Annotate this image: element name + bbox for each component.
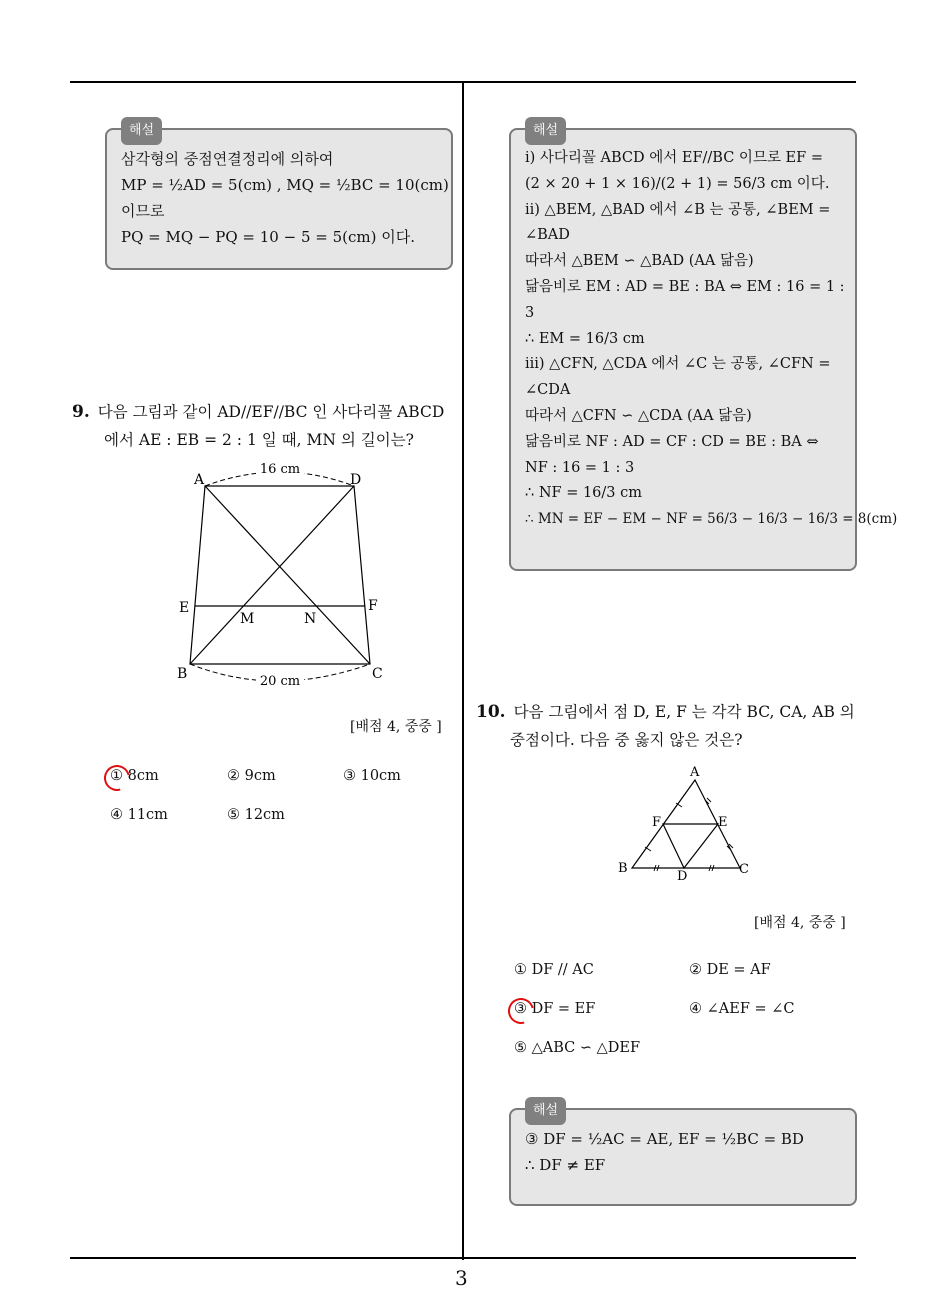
solution-line: ∠CDA: [525, 382, 571, 399]
point-label-d: D: [350, 472, 362, 488]
solution-box-9: [509, 123, 898, 571]
trapezoid-figure: [170, 458, 400, 690]
solution-line: 3: [525, 304, 535, 321]
diagonal-ac: [205, 486, 370, 664]
question-9: [72, 398, 457, 454]
page-number: 3: [455, 1266, 468, 1290]
question-number: 9.: [72, 402, 90, 422]
choice-10-4[interactable]: ④ ∠AEF = ∠C: [689, 1001, 795, 1017]
choice-10-5[interactable]: ⑤ △ABC ∽ △DEF: [514, 1040, 641, 1056]
question-number: 10.: [476, 702, 506, 722]
solution-tag: 해설: [525, 117, 566, 145]
choice-9-3[interactable]: ③ 10cm: [343, 768, 401, 784]
question-text: 중점이다. 다음 중 옳지 않은 것은?: [510, 731, 743, 749]
point-label-c: C: [739, 862, 749, 877]
point-label-n: N: [304, 611, 317, 627]
question-text: 다음 그림과 같이 AD//EF//BC 인 사다리꼴 ABCD: [97, 403, 445, 421]
solution-box-8: [105, 123, 453, 270]
choice-10-1[interactable]: ① DF // AC: [514, 962, 594, 978]
solution-line: 이므로: [121, 202, 165, 220]
point-label-a: A: [690, 765, 700, 780]
trapezoid-outline: [190, 486, 370, 664]
solution-tag: 해설: [525, 1097, 566, 1125]
solution-tag: 해설: [121, 117, 162, 145]
solution-line: ∴ NF = 16/3 cm: [525, 485, 642, 502]
question-text: 에서 AE : EB = 2 : 1 일 때, MN 의 길이는?: [104, 431, 414, 449]
points-label-9: [배점 4, 중중 ]: [350, 719, 442, 735]
point-label-f: F: [368, 598, 378, 614]
column-divider: [462, 82, 464, 1260]
solution-box-10: [509, 1103, 857, 1206]
point-label-c: C: [372, 666, 383, 682]
choice-10-2[interactable]: ② DE = AF: [689, 962, 771, 978]
solution-line: 삼각형의 중점연결정리에 의하여: [121, 150, 334, 168]
solution-line: ∴ MN = EF − EM − NF = 56/3 − 16/3 − 16/3 = 8(cm): [525, 511, 898, 528]
solution-line: ⅲ) △CFN, △CDA 에서 ∠C 는 공통, ∠CFN =: [525, 356, 831, 373]
top-length-label: 16 cm: [259, 462, 301, 477]
point-label-a: A: [194, 472, 205, 488]
question-text: 다음 그림에서 점 D, E, F 는 각각 BC, CA, AB 의: [513, 703, 855, 721]
point-label-m: M: [240, 611, 255, 627]
solution-line: 닮음비로 NF : AD = CF : CD = BE : BA ⇔: [525, 433, 819, 450]
solution-line: 닮음비로 EM : AD = BE : BA ⇔ EM : 16 = 1 :: [525, 278, 845, 295]
choice-9-4[interactable]: ④ 11cm: [110, 807, 168, 823]
points-label-10: [배점 4, 중중 ]: [754, 915, 846, 931]
choice-10-3[interactable]: ③ DF = EF: [514, 1001, 596, 1017]
solution-line: ⅰ) 사다리꼴 ABCD 에서 EF//BC 이므로 EF =: [525, 150, 823, 166]
point-label-b: B: [618, 861, 628, 876]
point-label-b: B: [177, 666, 188, 682]
triangle-def: [663, 824, 718, 868]
bottom-length-label: 20 cm: [259, 674, 301, 689]
solution-line: ③ DF = ½AC = AE, EF = ½BC = BD: [525, 1130, 804, 1148]
solution-line: PQ = MQ − PQ = 10 − 5 = 5(cm) 이다.: [121, 228, 415, 246]
point-label-f: F: [652, 815, 662, 830]
point-label-e: E: [718, 815, 728, 830]
solution-line: 따라서 △BEM ∽ △BAD (AA 닮음): [525, 253, 754, 270]
solution-line: NF : 16 = 1 : 3: [525, 459, 635, 476]
question-10: [476, 698, 861, 754]
choice-9-2[interactable]: ② 9cm: [227, 768, 276, 784]
point-label-e: E: [179, 600, 190, 616]
solution-line: MP = ½AD = 5(cm) , MQ = ½BC = 10(cm): [121, 176, 449, 194]
bottom-rule: [70, 1257, 856, 1259]
diagonal-bd: [190, 486, 354, 664]
point-label-d: D: [677, 869, 688, 884]
solution-line: ⅱ) △BEM, △BAD 에서 ∠B 는 공통, ∠BEM =: [525, 201, 831, 218]
solution-line: ∴ EM = 16/3 cm: [525, 330, 645, 347]
solution-line: (2 × 20 + 1 × 16)/(2 + 1) = 56/3 cm 이다.: [525, 175, 830, 192]
solution-line: ∴ DF ≠ EF: [525, 1156, 606, 1174]
choice-9-5[interactable]: ⑤ 12cm: [227, 807, 285, 823]
triangle-figure: [612, 760, 758, 886]
tick-marks: [645, 798, 733, 871]
solution-line: 따라서 △CFN ∽ △CDA (AA 닮음): [525, 407, 752, 424]
solution-line: ∠BAD: [525, 227, 570, 244]
choice-9-1[interactable]: ① 8cm: [110, 768, 159, 784]
